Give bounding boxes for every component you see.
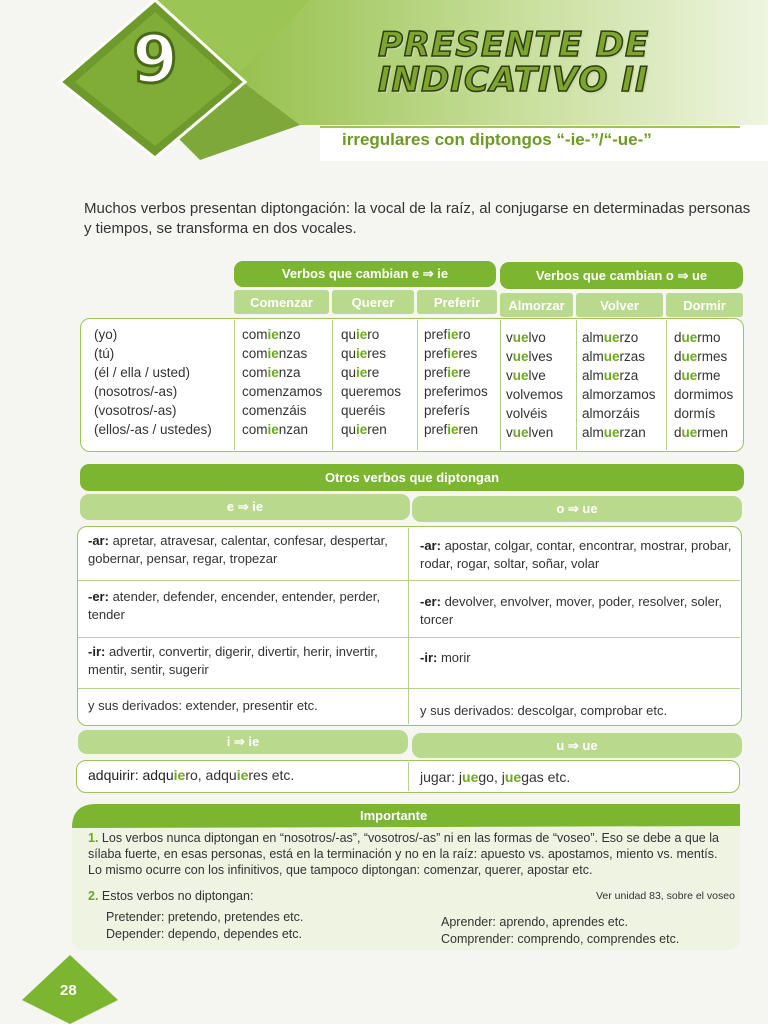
verb-form: comienzan — [242, 422, 309, 437]
verb-form: prefieres — [424, 346, 478, 361]
col-u-header: u ⇒ ue — [412, 733, 742, 758]
verb-form: volvéis — [506, 406, 548, 421]
ending-key: -er: — [88, 589, 109, 604]
person-label: (yo) — [94, 327, 118, 342]
otros-header: Otros verbos que diptongan — [80, 464, 744, 491]
verb-header-dormir: Dormir — [666, 293, 743, 317]
person-label: (ellos/-as / ustedes) — [94, 422, 212, 437]
title-line-1: PRESENTE DE — [378, 25, 650, 65]
ending-key: -ar: — [420, 538, 441, 553]
example-comprender: Comprender: comprendo, comprendes etc. — [441, 932, 680, 946]
importante-title: Importante — [360, 808, 428, 823]
verb-form: almuerza — [582, 368, 639, 383]
verb-form: volvemos — [506, 387, 564, 402]
verb-header-querer: Querer — [332, 290, 414, 314]
verb-list: y sus derivados: descolgar, comprobar etc. — [420, 703, 668, 718]
person-label: (él / ella / usted) — [94, 365, 191, 380]
title-line-2: INDICATIVO II — [378, 60, 649, 100]
verb-form: vuelvo — [506, 330, 546, 345]
verb-form: comenzáis — [242, 403, 307, 418]
example-depender: Depender: dependo, dependes etc. — [106, 927, 302, 941]
unit-number: 9 — [132, 21, 178, 98]
verb-form: duermo — [674, 330, 721, 345]
verb-form: vuelves — [506, 349, 553, 364]
verb-form: duermen — [674, 425, 729, 440]
ending-key: -ir: — [420, 650, 438, 665]
ending-key: -ar: — [88, 533, 109, 548]
group-e-header: Verbos que cambian e ⇒ ie — [234, 261, 496, 287]
verb-form: quieren — [341, 422, 387, 437]
verb-list: apostar, colgar, contar, encontrar, mostrar, probar, rodar, rogar, soltar, soñar, volar — [420, 538, 732, 571]
person-label: (nosotros/-as) — [94, 384, 178, 399]
verb-form: almuerzo — [582, 330, 639, 345]
jugar-example: jugar: juego, juegas etc. — [420, 769, 571, 785]
verb-list: atender, defender, encender, entender, perder, tender — [88, 589, 381, 622]
verb-form: preferimos — [424, 384, 488, 399]
verb-form: duermes — [674, 349, 728, 364]
verb-form: prefiero — [424, 327, 471, 342]
verb-form: almuerzas — [582, 349, 646, 364]
verb-form: dormimos — [674, 387, 734, 402]
verb-list: morir — [437, 650, 471, 665]
verb-header-volver: Volver — [576, 293, 663, 317]
verb-form: almorzáis — [582, 406, 640, 421]
verb-form: comienzo — [242, 327, 301, 342]
verb-form: comienzas — [242, 346, 308, 361]
verb-form: vuelve — [506, 368, 546, 383]
item-number: 2. — [88, 889, 99, 903]
verb-form: quiero — [341, 327, 380, 342]
item-text: Los verbos nunca diptongan en “nosotros/-as”, “vosotros/-as” ni en las formas de “voseo”. Eso se debe a que la sílaba fuerte, en esas personas, está en la terminación y no en la raíz: apuesto vs. apostamos, miento vs. mentís. Lo mismo ocurre con los infinitivos, que tampoco diptongan: comenzar, querer, apostar etc. — [88, 831, 719, 877]
verb-form: almorzamos — [582, 387, 656, 402]
col-e-header: e ⇒ ie — [80, 494, 410, 520]
verb-list: advertir, convertir, digerir, divertir, herir, invertir, mentir, sentir, sugerir — [88, 644, 378, 677]
verb-form: comenzamos — [242, 384, 323, 399]
person-label: (vosotros/-as) — [94, 403, 177, 418]
intro-text: Muchos verbos presentan diptongación: la vocal de la raíz, al conjugarse en determinadas personas y tiempos, se transforma en dos vocales. — [84, 200, 751, 237]
page-subtitle: irregulares con diptongos “-ie-”/“-ue-” — [342, 130, 652, 149]
group-o-header: Verbos que cambian o ⇒ ue — [500, 262, 743, 289]
verb-form: almuerzan — [582, 425, 646, 440]
item-text: Estos verbos no diptongan: — [101, 889, 254, 903]
voseo-note: Ver unidad 83, sobre el voseo — [596, 890, 735, 902]
verb-form: comienza — [242, 365, 301, 380]
verb-form: quieres — [341, 346, 387, 361]
page-number: 28 — [60, 982, 77, 999]
verb-header-preferir: Preferir — [417, 290, 497, 314]
col-o-header: o ⇒ ue — [412, 496, 742, 522]
verb-form: quiere — [341, 365, 380, 380]
verb-form: queréis — [341, 403, 386, 418]
verb-list: y sus derivados: extender, presentir etc. — [88, 698, 318, 713]
item-number: 1. — [88, 831, 99, 845]
adquirir-example: adquirir: adquiero, adquieres etc. — [88, 767, 295, 783]
verb-form: prefieren — [424, 422, 479, 437]
person-label: (tú) — [94, 346, 115, 361]
verb-form: prefiere — [424, 365, 471, 380]
verb-form: queremos — [341, 384, 402, 399]
verb-form: duerme — [674, 368, 721, 383]
verb-header-almorzar: Almorzar — [500, 293, 573, 317]
verb-form: dormís — [674, 406, 716, 421]
example-pretender: Pretender: pretendo, pretendes etc. — [106, 910, 304, 924]
example-aprender: Aprender: aprendo, aprendes etc. — [441, 915, 628, 929]
verb-form: preferís — [424, 403, 470, 418]
verb-header-comenzar: Comenzar — [234, 290, 329, 314]
col-i-header: i ⇒ ie — [78, 730, 408, 754]
ending-key: -er: — [420, 594, 441, 609]
verb-list: devolver, envolver, mover, poder, resolver, soler, torcer — [420, 594, 723, 627]
verb-list: apretar, atravesar, calentar, confesar, despertar, gobernar, pensar, regar, tropezar — [88, 533, 388, 566]
verb-form: vuelven — [506, 425, 554, 440]
ending-key: -ir: — [88, 644, 106, 659]
